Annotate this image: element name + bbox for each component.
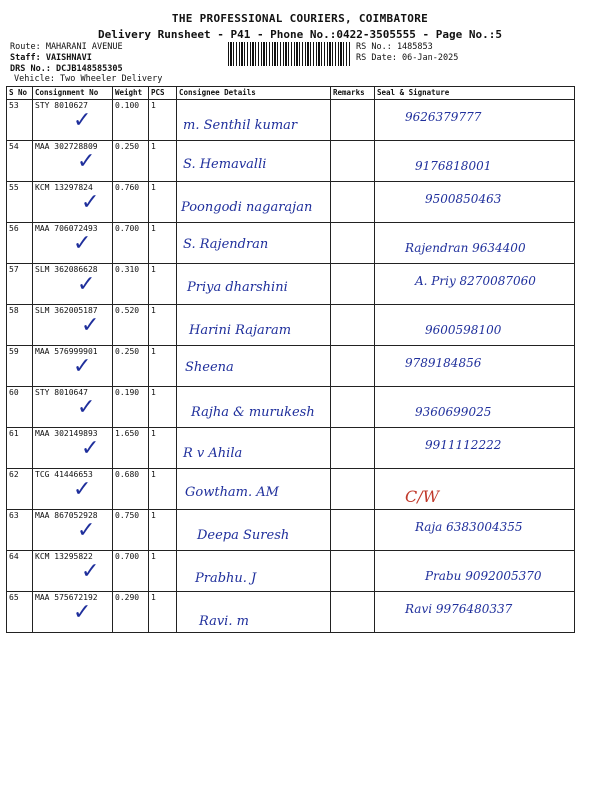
handwritten-signature: Prabu 9092005370 [425, 569, 542, 583]
row-pcs: 1 [149, 510, 177, 551]
table-row [7, 264, 575, 305]
row-consignment-no: TCG 41446653 ✓ [33, 469, 113, 510]
row-signature [375, 551, 575, 592]
row-remarks [331, 551, 375, 592]
handwritten-signature: 9911112222 [425, 438, 502, 452]
handwritten-signature: 9789184856 [405, 356, 482, 370]
row-sno: 62 [7, 469, 33, 510]
row-remarks [331, 469, 375, 510]
check-mark-icon: ✓ [81, 559, 100, 584]
row-remarks [331, 592, 375, 633]
row-weight: 0.700 [113, 223, 149, 264]
staff-label: Staff: VAISHNAVI [10, 53, 92, 63]
handwritten-signature: 9360699025 [415, 405, 492, 419]
row-remarks [331, 141, 375, 182]
check-mark-icon: ✓ [81, 436, 100, 461]
row-signature [375, 100, 575, 141]
check-mark-icon: ✓ [73, 600, 92, 625]
row-pcs: 1 [149, 264, 177, 305]
row-weight: 1.650 [113, 428, 149, 469]
handwritten-signature: 9626379777 [405, 110, 482, 124]
row-sno: 57 [7, 264, 33, 305]
row-consignee [177, 223, 331, 264]
handwritten-consignee-name: S. Rajendran [183, 237, 269, 252]
row-weight: 0.760 [113, 182, 149, 223]
route-label: Route: MAHARANI AVENUE [10, 42, 123, 52]
row-weight: 0.290 [113, 592, 149, 633]
row-weight: 0.250 [113, 141, 149, 182]
check-mark-icon: ✓ [73, 108, 92, 133]
row-pcs: 1 [149, 305, 177, 346]
table-header-row [7, 87, 575, 100]
row-remarks [331, 223, 375, 264]
company-title: THE PROFESSIONAL COURIERS, COIMBATORE [171, 12, 429, 25]
check-mark-icon: ✓ [77, 518, 96, 543]
row-pcs: 1 [149, 223, 177, 264]
row-consignee [177, 264, 331, 305]
handwritten-signature: Ravi 9976480337 [405, 602, 513, 616]
row-consignee [177, 387, 331, 428]
handwritten-consignee-name: R v Ahila [183, 446, 243, 461]
row-consignment-no: MAA 867052928 ✓ [33, 510, 113, 551]
col-consignee: Consignee Details [177, 87, 331, 100]
row-remarks [331, 346, 375, 387]
row-consignment-no: STY 8010647 ✓ [33, 387, 113, 428]
rs-date: RS Date: 06-Jan-2025 [356, 53, 459, 63]
col-signature: Seal & Signature [375, 87, 575, 100]
table-row [7, 469, 575, 510]
row-pcs: 1 [149, 387, 177, 428]
table-row [7, 428, 575, 469]
table-row [7, 305, 575, 346]
row-pcs: 1 [149, 469, 177, 510]
row-signature [375, 264, 575, 305]
row-remarks [331, 428, 375, 469]
row-consignment-no: SLM 362086628 ✓ [33, 264, 113, 305]
row-consignment-no: MAA 576999901 ✓ [33, 346, 113, 387]
row-sno: 56 [7, 223, 33, 264]
row-signature [375, 428, 575, 469]
row-signature [375, 305, 575, 346]
handwritten-signature: 9500850463 [425, 192, 502, 206]
row-remarks [331, 510, 375, 551]
row-consignee [177, 592, 331, 633]
row-pcs: 1 [149, 346, 177, 387]
row-consignment-no: MAA 706072493 ✓ [33, 223, 113, 264]
handwritten-signature: Raja 6383004355 [415, 520, 523, 534]
row-consignee [177, 100, 331, 141]
check-mark-icon: ✓ [73, 231, 92, 256]
row-consignee [177, 346, 331, 387]
row-remarks [331, 264, 375, 305]
row-sno: 58 [7, 305, 33, 346]
check-mark-icon: ✓ [73, 477, 92, 502]
handwritten-consignee-name: Sheena [185, 360, 234, 375]
row-weight: 0.310 [113, 264, 149, 305]
row-sno: 53 [7, 100, 33, 141]
row-consignee [177, 305, 331, 346]
row-weight: 0.680 [113, 469, 149, 510]
row-consignee [177, 182, 331, 223]
row-sno: 60 [7, 387, 33, 428]
row-sno: 54 [7, 141, 33, 182]
handwritten-signature: Rajendran 9634400 [405, 241, 526, 255]
row-sno: 63 [7, 510, 33, 551]
row-pcs: 1 [149, 551, 177, 592]
col-sno: S No [7, 87, 33, 100]
handwritten-signature: A. Priy 8270087060 [415, 274, 536, 288]
row-weight: 0.250 [113, 346, 149, 387]
check-mark-icon: ✓ [77, 395, 96, 420]
rs-number: RS No.: 1485853 [356, 42, 433, 52]
row-signature [375, 182, 575, 223]
row-signature [375, 469, 575, 510]
col-remarks: Remarks [331, 87, 375, 100]
table-row [7, 387, 575, 428]
col-consignment: Consignment No [33, 87, 113, 100]
handwritten-consignee-name: Prabhu. J [195, 571, 257, 586]
check-mark-icon: ✓ [77, 272, 96, 297]
table-row [7, 223, 575, 264]
row-weight: 0.700 [113, 551, 149, 592]
row-signature [375, 346, 575, 387]
row-signature [375, 510, 575, 551]
row-remarks [331, 305, 375, 346]
table-row [7, 141, 575, 182]
handwritten-consignee-name: S. Hemavalli [183, 157, 267, 172]
handwritten-signature: C/W [405, 487, 440, 506]
check-mark-icon: ✓ [77, 149, 96, 174]
row-consignee [177, 551, 331, 592]
drs-label: DRS No.: DCJB148585305 [10, 64, 123, 74]
row-signature [375, 592, 575, 633]
row-consignment-no: SLM 362005187 ✓ [33, 305, 113, 346]
row-weight: 0.520 [113, 305, 149, 346]
handwritten-consignee-name: m. Senthil kumar [183, 118, 298, 133]
handwritten-signature: 9600598100 [425, 323, 502, 337]
row-signature [375, 223, 575, 264]
table-row [7, 100, 575, 141]
row-consignee [177, 510, 331, 551]
row-weight: 0.100 [113, 100, 149, 141]
row-sno: 55 [7, 182, 33, 223]
check-mark-icon: ✓ [81, 190, 100, 215]
runsheet-subtitle: Delivery Runsheet - P41 - Phone No.:0422-3505555 - Page No.:5 [98, 28, 502, 41]
handwritten-consignee-name: Ravi. m [199, 614, 249, 629]
row-consignee [177, 141, 331, 182]
row-signature [375, 141, 575, 182]
handwritten-consignee-name: Gowtham. AM [185, 485, 279, 500]
handwritten-consignee-name: Poongodi nagarajan [181, 200, 313, 215]
handwritten-consignee-name: Harini Rajaram [189, 323, 292, 338]
runsheet-table [6, 86, 575, 633]
row-remarks [331, 387, 375, 428]
row-consignment-no: MAA 302149893 ✓ [33, 428, 113, 469]
row-consignment-no: KCM 13297824 ✓ [33, 182, 113, 223]
row-remarks [331, 182, 375, 223]
row-weight: 0.750 [113, 510, 149, 551]
row-sno: 59 [7, 346, 33, 387]
row-pcs: 1 [149, 592, 177, 633]
row-pcs: 1 [149, 428, 177, 469]
table-row [7, 346, 575, 387]
table-row [7, 182, 575, 223]
row-remarks [331, 100, 375, 141]
handwritten-consignee-name: Deepa Suresh [197, 528, 290, 543]
row-consignment-no: KCM 13295822 ✓ [33, 551, 113, 592]
row-pcs: 1 [149, 182, 177, 223]
barcode-image [228, 42, 350, 66]
vehicle-label: Vehicle: Two Wheeler Delivery [14, 74, 163, 84]
row-weight: 0.190 [113, 387, 149, 428]
row-consignee [177, 469, 331, 510]
row-pcs: 1 [149, 100, 177, 141]
table-row [7, 551, 575, 592]
row-sno: 61 [7, 428, 33, 469]
check-mark-icon: ✓ [73, 354, 92, 379]
table-row [7, 592, 575, 633]
row-signature [375, 387, 575, 428]
row-sno: 64 [7, 551, 33, 592]
handwritten-consignee-name: Priya dharshini [187, 280, 288, 295]
table-row [7, 510, 575, 551]
col-weight: Weight [113, 87, 149, 100]
col-pcs: PCS [149, 87, 177, 100]
row-pcs: 1 [149, 141, 177, 182]
handwritten-consignee-name: Rajha & murukesh [191, 405, 315, 420]
row-consignee [177, 428, 331, 469]
handwritten-signature: 9176818001 [415, 159, 492, 173]
check-mark-icon: ✓ [81, 313, 100, 338]
row-sno: 65 [7, 592, 33, 633]
row-consignment-no: STY 8010627 ✓ [33, 100, 113, 141]
row-consignment-no: MAA 302728809 ✓ [33, 141, 113, 182]
row-consignment-no: MAA 575672192 ✓ [33, 592, 113, 633]
